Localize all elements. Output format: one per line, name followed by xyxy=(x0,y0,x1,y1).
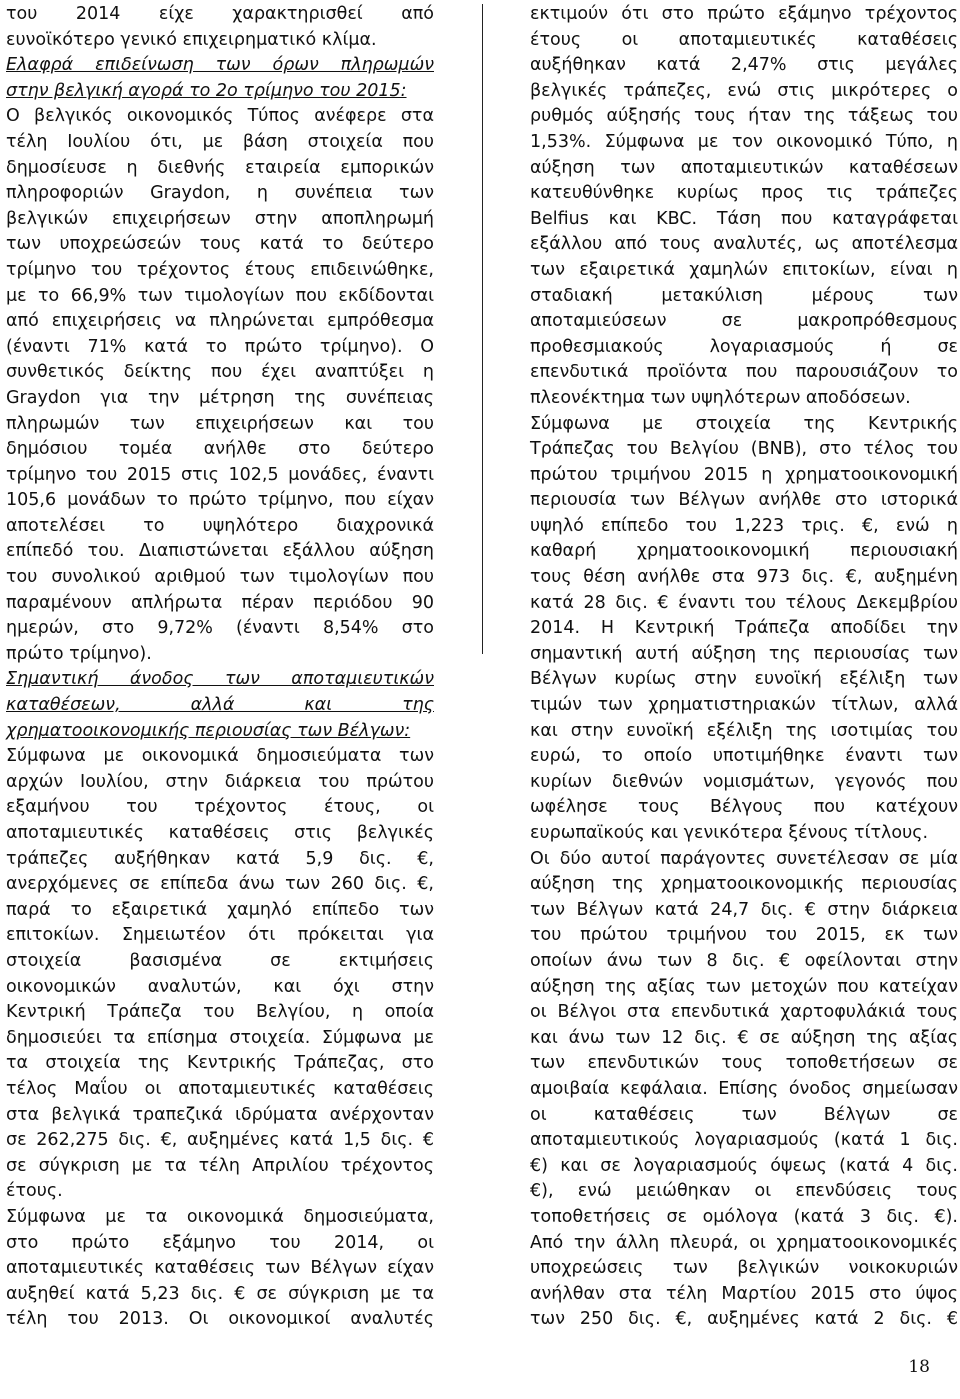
section-heading-line: καταθέσεων, αλλά και της xyxy=(6,695,434,716)
text-line: ρυθμός αύξησής τους ήταν της τάξεως του xyxy=(530,106,958,127)
text-line: ανερχόμενες σε επίπεδα άνω των 260 δις. €, xyxy=(6,874,434,895)
text-line: κατευθύνθηκε κυρίως προς τις τράπεζες xyxy=(530,183,958,204)
text-line: έτους οι αποταμιευτικές καταθέσεις xyxy=(530,29,958,50)
text-line: οποίων άνω των 8 δις. € οφείλονται στην xyxy=(530,950,958,971)
text-line: αύξηση της αξίας των μετοχών που κατείχαν xyxy=(530,976,958,997)
section-heading-line: στην βελγική αγορά το 2ο τρίμηνο του 2015: xyxy=(6,80,407,101)
text-line: τέλη του 2013. Οι οικονομικοί αναλυτές xyxy=(6,1309,434,1330)
text-line: σε σύγκριση με τα τέλη Απριλίου τρέχοντος xyxy=(6,1155,434,1176)
left-column xyxy=(6,2,434,1333)
text-line: Οι δύο αυτοί παράγοντες συνετέλεσαν σε μία xyxy=(530,848,958,869)
text-line: Belfius και KBC. Τάση που καταγράφεται xyxy=(530,208,958,229)
text-line: τοποθετήσεις σε ομόλογα (κατά 3 δις. €). xyxy=(530,1206,958,1227)
text-line: των 250 δις. €, αυξημένες κατά 2 δις. € xyxy=(530,1309,958,1330)
text-line: από επιχειρήσεις να πληρώνεται εμπρόθεσμα xyxy=(6,311,434,332)
column-divider xyxy=(482,4,483,654)
text-line: του πρώτου τριμήνου του 2015, εκ των xyxy=(530,925,958,946)
text-line: επενδυτικά προϊόντα που παρουσιάζουν το xyxy=(530,362,958,383)
text-line: στο πρώτο εξάμηνο του 2014, οι xyxy=(6,1232,434,1253)
text-line: των Βέλγων κατά 24,7 δις. € στην διάρκεια xyxy=(530,899,958,920)
page-number: 18 xyxy=(908,1357,930,1377)
section-heading-line: Σημαντική άνοδος των αποταμιευτικών xyxy=(6,669,434,690)
text-line: τα στοιχεία της Κεντρικής Τράπεζας, στο xyxy=(6,1053,434,1074)
text-line: οι Βέλγοι στα επενδυτικά χαρτοφυλάκιά τους xyxy=(530,1002,958,1023)
text-line: δημόσιου τομέα ανήλθε στο δεύτερο xyxy=(6,439,434,460)
text-line: υψηλό επίπεδο του 1,223 τρις. €, ενώ η xyxy=(530,515,958,536)
text-line: Σύμφωνα με οικονομικά δημοσιεύματα των xyxy=(6,746,434,767)
text-line: τιμών των χρηματιστηριακών τίτλων, αλλά xyxy=(530,695,958,716)
text-line: 105,6 μονάδων το πρώτο τρίμηνο, που είχαν xyxy=(6,490,434,511)
text-line: πρώτου τριμήνου 2015 η χρηματοοικονομική xyxy=(530,464,958,485)
text-line: οικονομικών αναλυτών, και όχι στην xyxy=(6,976,434,997)
text-line: ημερών, στο 9,72% (έναντι 8,54% στο xyxy=(6,618,434,639)
text-line: κυρίων διεθνών νομισμάτων, γεγονός που xyxy=(530,771,958,792)
text-line: σημαντική αυτή αύξηση της περιουσίας των xyxy=(530,643,958,664)
text-line: εξαμήνου του τρέχοντος έτους, οι xyxy=(6,797,434,818)
text-line: παραμένουν απλήρωτα πέραν περιόδου 90 xyxy=(6,592,434,613)
text-line: και στην ευνοϊκή εξέλιξη της ισοτιμίας του xyxy=(530,720,958,741)
right-column xyxy=(530,2,958,1333)
text-line: αρχών Ιουλίου, στην διάρκεια του πρώτου xyxy=(6,771,434,792)
text-line: €), ενώ μειώθηκαν οι επενδύσεις τους xyxy=(530,1181,958,1202)
text-line: αποταμιεύσεων σε μακροπρόθεσμους xyxy=(530,311,958,332)
text-line: πληροφοριών Graydon, η συνέπεια των xyxy=(6,183,434,204)
text-line: ωφέλησε τους Βέλγους που κατέχουν xyxy=(530,797,958,818)
text-line: οι καταθέσεις των Βέλγων σε xyxy=(530,1104,958,1125)
text-line: του συνολικού αριθμού των τιμολογίων που xyxy=(6,567,434,588)
text-line: ανήλθαν στα τέλη Μαρτίου 2015 στο ύψος xyxy=(530,1283,958,1304)
text-line: καθαρή χρηματοοικονομική περιουσιακή xyxy=(530,541,958,562)
section-heading-line: χρηματοοικονομικής περιουσίας των Βέλγων: xyxy=(6,720,411,741)
text-line: Σύμφωνα με στοιχεία της Κεντρικής xyxy=(530,413,958,434)
text-line: αμοιβαία κεφάλαια. Επίσης όνοδος σημείωσαν xyxy=(530,1078,958,1099)
text-line: ευνοϊκότερο γενικό επιχειρηματικό κλίμα. xyxy=(6,29,377,50)
text-line: εξάλλου από τους αναλυτές, ως αποτέλεσμα xyxy=(530,234,958,255)
text-line: Graydon για την μέτρηση της συνέπειας xyxy=(6,387,434,408)
text-line: 1,53%. Σύμφωνα με τον οικονομικό Τύπο, η xyxy=(530,131,958,152)
text-line: των εξαιρετικά χαμηλών επιτοκίων, είναι η xyxy=(530,259,958,280)
text-line: τρίμηνο του τρέχοντος έτους επιδεινώθηκε, xyxy=(6,259,434,280)
text-line: πλεονέκτημα των υψηλότερων αποδόσεων. xyxy=(530,387,911,408)
text-line: αποταμιευτικές καταθέσεις των Βέλγων είχαν xyxy=(6,1258,434,1279)
text-line: εκτιμούν ότι στο πρώτο εξάμηνο τρέχοντος xyxy=(530,4,958,24)
text-line: Τράπεζας του Βελγίου (BNB), στο τέλος του xyxy=(530,439,958,460)
text-line: των επενδυτικών τους τοποθετήσεων σε xyxy=(530,1053,958,1074)
text-line: τέλη Ιουλίου ότι, με βάση στοιχεία που xyxy=(6,131,434,152)
text-line: ευρωπαϊκούς και γενικότερα ξένους τίτλους. xyxy=(530,823,929,843)
text-line: με το 66,9% των τιμολογίων που εκδίδονται xyxy=(6,285,434,306)
text-line: (έναντι 71% κατά το πρώτο τρίμηνο). Ο xyxy=(6,336,434,357)
text-line: αύξηση των αποταμιευτικών καταθέσεων xyxy=(530,157,958,178)
text-line: αυξηθεί κατά 5,23 δις. € σε σύγκριση με τα xyxy=(6,1283,434,1304)
text-line: παρά το εξαιρετικά χαμηλό επίπεδο των xyxy=(6,899,434,920)
text-line: €) και σε λογαριασμούς όψεως (κατά 4 δις. xyxy=(530,1155,958,1176)
text-line: κατά 28 δις. € έναντι του τέλους Δεκεμβρίου xyxy=(530,592,958,613)
text-line: πρώτο τρίμηνο). xyxy=(6,643,152,664)
text-line: δημοσίευσε η διεθνής εταιρεία εμπορικών xyxy=(6,157,434,178)
text-line: των υποχρεώσεών τους κατά το δεύτερο xyxy=(6,234,434,255)
text-line: στοιχεία βασισμένα σε εκτιμήσεις xyxy=(6,950,434,971)
text-line: προθεσμιακούς λογαριασμούς ή σε xyxy=(530,336,958,357)
text-line: περιουσία των Βέλγων ανήλθε στο ιστορικά xyxy=(530,490,958,511)
text-line: δημοσιεύει τα επίσημα στοιχεία. Σύμφωνα με xyxy=(6,1027,434,1048)
text-line: υποχρεώσεις των βελγικών νοικοκυριών xyxy=(530,1258,958,1279)
text-line: αποταμιευτικούς λογαριασμούς (κατά 1 δις. xyxy=(530,1130,958,1151)
text-line: και άνω των 12 δις. € σε αύξηση της αξίας xyxy=(530,1027,958,1048)
text-line: σε 262,275 δις. €, αυξημένες κατά 1,5 δις. € xyxy=(6,1130,434,1151)
text-line: Από την άλλη πλευρά, οι χρηματοοικονομικές xyxy=(530,1232,958,1253)
text-line: Σύμφωνα με τα οικονομικά δημοσιεύματα, xyxy=(6,1206,434,1227)
text-line: πληρωμών των επιχειρήσεων και του xyxy=(6,413,434,434)
text-line: αποτελέσει το υψηλότερο διαχρονικά xyxy=(6,515,434,536)
text-line: επίπεδό του. Διαπιστώνεται εξάλλου αύξηση xyxy=(6,541,434,562)
text-line: αυξήθηκαν κατά 2,47% στις μεγάλες xyxy=(530,55,958,76)
text-line: τους θέση ανήλθε στα 973 δις. €, αυξημένη xyxy=(530,567,958,588)
text-line: αποταμιευτικές καταθέσεις στις βελγικές xyxy=(6,823,434,843)
text-line: Κεντρική Τράπεζα του Βελγίου, η οποία xyxy=(6,1002,434,1023)
text-line: σταδιακή μετακύλιση μέρους των xyxy=(530,285,958,306)
text-line: συνθετικός δείκτης που έχει αναπτύξει η xyxy=(6,362,434,383)
text-line: βελγικών επιχειρήσεων στην αποπληρωμή xyxy=(6,208,434,229)
text-line: του 2014 είχε χαρακτηρισθεί από xyxy=(6,4,434,24)
text-line: τρίμηνο του 2015 στις 102,5 μονάδες, έναντι xyxy=(6,464,434,485)
text-line: τράπεζες αυξήθηκαν κατά 5,9 δις. €, xyxy=(6,848,434,869)
text-line: ευρώ, το οποίο υποτιμήθηκε έναντι των xyxy=(530,746,958,767)
text-line: έτους. xyxy=(6,1181,63,1202)
text-line: τέλος Μαΐου οι αποταμιευτικές καταθέσεις xyxy=(6,1078,434,1099)
text-line: επιτοκίων. Σημειωτέον ότι πρόκειται για xyxy=(6,925,434,946)
section-heading-line: Ελαφρά επιδείνωση των όρων πληρωμών xyxy=(6,55,434,76)
text-line: στα βελγικά τραπεζικά ιδρύματα ανέρχονταν xyxy=(6,1104,434,1125)
text-line: αύξηση της χρηματοοικονομικής περιουσίας xyxy=(530,874,958,895)
text-line: βελγικές τράπεζες, ενώ στις μικρότερες ο xyxy=(530,80,958,101)
text-line: 2014. Η Κεντρική Τράπεζα αποδίδει την xyxy=(530,618,958,639)
text-line: Ο βελγικός οικονομικός Τύπος ανέφερε στα xyxy=(6,106,434,127)
text-line: Βέλγων κυρίως στην ευνοϊκή εξέλιξη των xyxy=(530,669,958,690)
